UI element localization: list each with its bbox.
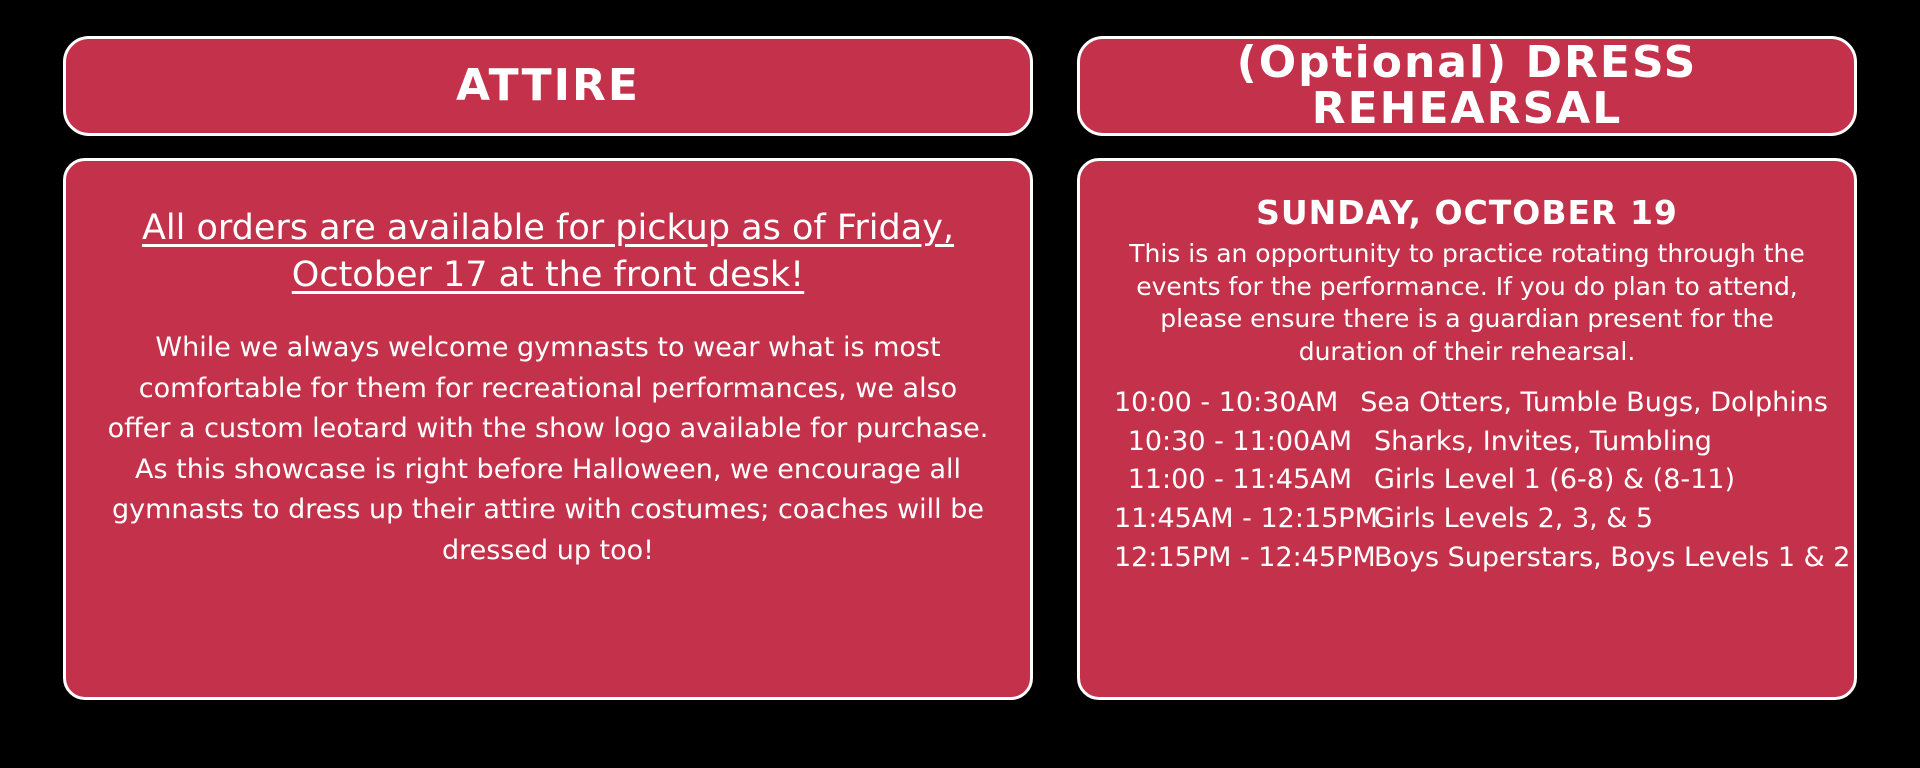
schedule-groups: Girls Level 1 (6-8) & (8-11) — [1374, 464, 1736, 496]
schedule-time: 11:00 - 11:45AM — [1127, 464, 1352, 496]
rehearsal-header-panel — [1077, 36, 1857, 136]
rehearsal-intro-text: This is an opportunity to practice rotating through the events for the performance. If you do plan to attend, please ensure there is a guardian present for the duration of their rehearsal. — [1129, 239, 1805, 366]
list-item — [1114, 387, 1828, 418]
schedule-time: 10:30 - 11:00AM — [1127, 425, 1352, 457]
rehearsal-column — [1077, 36, 1857, 700]
schedule-time: 12:15PM - 12:45PM — [1114, 541, 1376, 573]
rehearsal-date-subhead: SUNDAY, OCTOBER 19 — [1256, 193, 1678, 232]
attire-column — [63, 36, 1033, 700]
schedule-groups: Girls Levels 2, 3, & 5 — [1374, 503, 1654, 535]
schedule-groups: Boys Superstars, Boys Levels 1 & 2 — [1374, 541, 1851, 573]
list-item — [1114, 465, 1820, 495]
attire-body-panel — [63, 158, 1033, 700]
attire-header-title: ATTIRE — [456, 59, 640, 111]
list-item — [1114, 504, 1820, 534]
schedule-time: 10:00 - 10:30AM — [1114, 387, 1339, 418]
schedule-groups: Sharks, Invites, Tumbling — [1374, 425, 1712, 457]
attire-lead-text — [100, 205, 996, 298]
schedule-groups: Sea Otters, Tumble Bugs, Dolphins — [1360, 387, 1828, 418]
rehearsal-header-title: (Optional) DRESS REHEARSAL — [1236, 36, 1698, 134]
schedule-time: 11:45AM - 12:15PM — [1114, 503, 1378, 535]
rehearsal-body-panel — [1077, 158, 1857, 700]
rehearsal-schedule-list — [1114, 387, 1851, 573]
attire-paragraph: While we always welcome gymnasts to wear what is most comfortable for them for recreational performances, we also offer a custom leotard with the show logo available for purchase. As this showcase is right before Halloween, we encourage all gymnasts to dress up their attire with costumes; coaches will be dressed up too! — [107, 332, 989, 566]
attire-header-panel — [63, 36, 1033, 136]
list-item — [1114, 427, 1820, 457]
attire-lead-underline: All orders are available for pickup as of Friday, October 17 at the front desk! — [141, 208, 955, 295]
list-item — [1114, 541, 1851, 573]
